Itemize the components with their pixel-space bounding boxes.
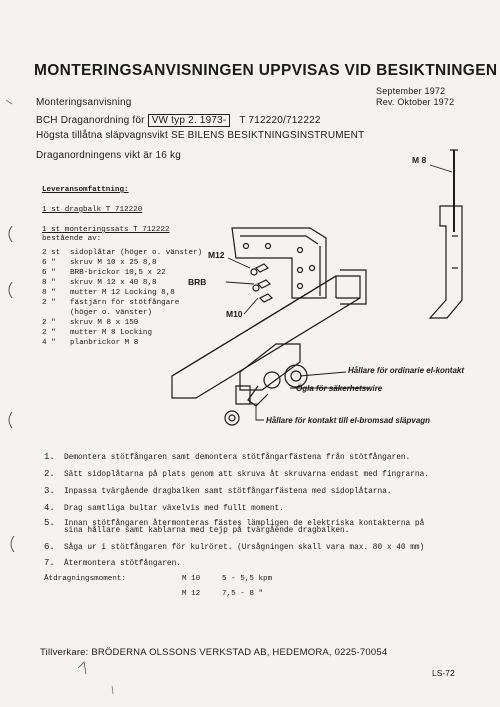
instruction-step: 7. Återmontera stötfångaren. — [44, 558, 181, 568]
instruction-step: 5. Innan stötfångaren återmonteras fästes lämpligen de elektriska kontakterna på — [44, 518, 425, 528]
label-m8: M 8 — [412, 155, 427, 165]
instruction-step-continued: sina hållare samt kablarna med tejp på tvärgående dragbalken. — [64, 527, 350, 535]
torque-size: M 12 — [182, 590, 201, 598]
item-tow-beam: 1 st dragbalk T 712220 — [42, 206, 143, 214]
instruction-step: 1. Demontera stötfångaren samt demontera stötfångarfästena från stötfångaren. — [44, 452, 411, 462]
kit-consists-label: bestående av: — [42, 235, 102, 243]
item-mounting-kit: 1 st monteringssats T 712222 — [42, 226, 170, 234]
article-numbers: T 712220/712222 — [239, 115, 321, 126]
kit-item: (höger o. vänster) — [70, 309, 153, 317]
torque-value: 5 - 5,5 kpm — [222, 575, 273, 583]
kit-item: 2 " fästjärn för stötfångare — [42, 299, 180, 307]
kit-item: 2 st sidoplåtar (höger o. vänster) — [42, 249, 203, 257]
kit-item: 8 " skruv M 12 x 40 8,8 — [42, 279, 157, 287]
delivery-heading: Leveransomfattning: — [42, 186, 129, 194]
document-code: LS-72 — [432, 668, 455, 678]
instruction-step: 3. Inpassa tvärgående dragbalken samt stötfångarfästena med sidoplåtarna. — [44, 486, 392, 496]
manufacturer-line: Tillverkare: BRÖDERNA OLSSONS VERKSTAD AB, HEDEMORA, 0225-70054 — [40, 647, 388, 658]
date-original: September 1972 — [376, 86, 446, 96]
instruction-step: 4. Drag samtliga bultar växelvis med fullt moment. — [44, 503, 284, 513]
kit-item: 8 " mutter M 12 Locking 8,8 — [42, 289, 175, 297]
label-m12: M12 — [208, 250, 225, 260]
callout-safety-eye: Ögla för säkerhetswire — [296, 384, 383, 393]
document-title: MONTERINGSANVISNINGEN UPPVISAS VID BESIKTNINGEN — [34, 62, 498, 79]
kit-item: 2 " skruv M 8 x 150 — [42, 319, 139, 327]
product-prefix: BCH Draganordning för — [36, 115, 145, 126]
torque-label: Åtdragningsmoment: — [44, 575, 127, 583]
device-weight: Draganordningens vikt är 16 kg — [36, 150, 181, 161]
instruction-step: 6. Såga ur i stötfångaren för kulröret. (Ursågningen skall vara max. 80 x 40 mm) — [44, 542, 425, 552]
date-revision: Rev. Oktober 1972 — [376, 97, 455, 107]
max-trailer-weight: Högsta tillåtna släpvagnsvikt SE BILENS BESIKTNINGSINSTRUMENT — [36, 130, 365, 141]
vehicle-model-box: VW typ 2. 1973- — [148, 114, 231, 127]
label-brb: BRB — [188, 277, 207, 287]
torque-value: 7,5 - 8 " — [222, 590, 264, 598]
callout-brake-contact: Hållare för kontakt till el-bromsad släpvagn — [266, 416, 431, 425]
instruction-step: 2. Sätt sidoplåtarna på plats genom att skruva åt skruvarna endast med fingrarna. — [44, 469, 429, 479]
document-type: Monteringsanvisning — [36, 97, 132, 108]
torque-size: M 10 — [182, 575, 201, 583]
kit-item: 6 " BRB-brickor 10,5 x 22 — [42, 269, 166, 277]
kit-item: 2 " mutter M 8 Locking — [42, 329, 153, 337]
kit-item: 4 " planbrickor M 8 — [42, 339, 139, 347]
kit-item: 6 " skruv M 10 x 25 8,8 — [42, 259, 157, 267]
label-m10: M10 — [226, 309, 243, 319]
callout-el-contact: Hållare för ordinarie el-kontakt — [348, 366, 465, 375]
